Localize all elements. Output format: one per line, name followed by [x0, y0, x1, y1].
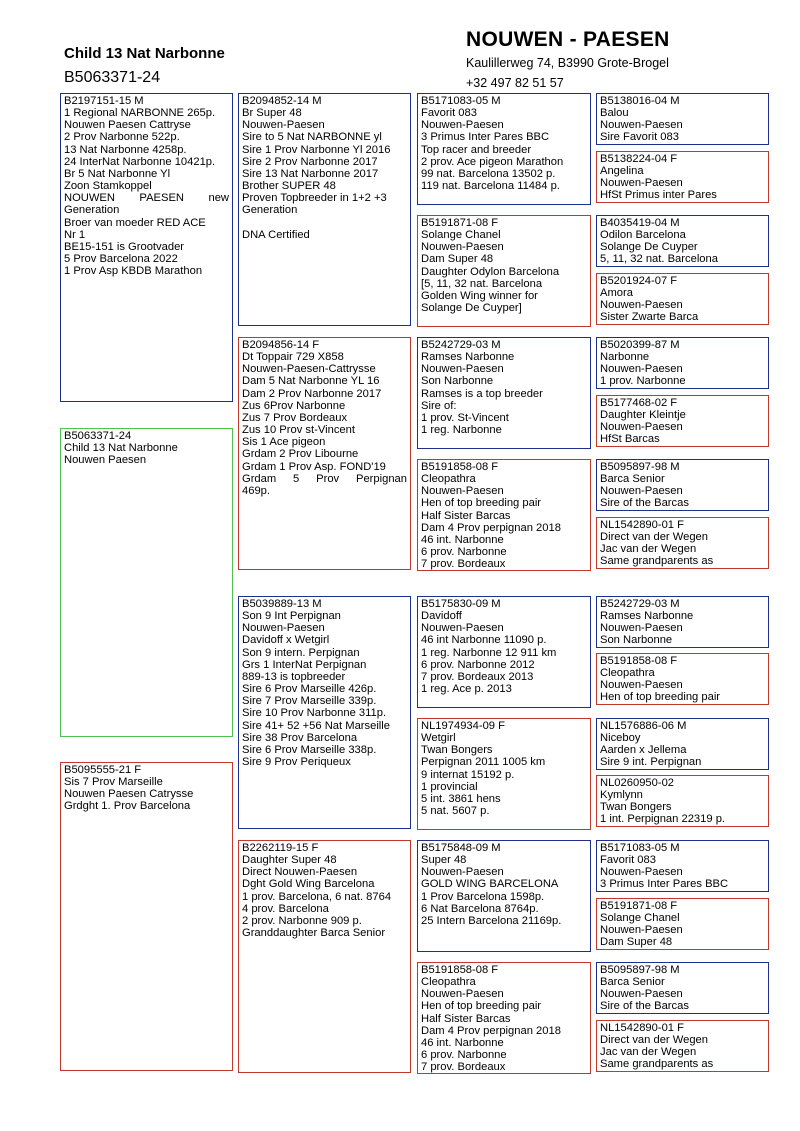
dam-sire-sire-box: [417, 596, 591, 708]
pedigree-line: Zus 10 Prov st-Vincent: [242, 424, 355, 437]
pedigree-line: Dght Gold Wing Barcelona: [242, 878, 375, 891]
pedigree-line: 2 prov. Narbonne 909 p.: [242, 914, 362, 927]
sire-dam-sire-box: [417, 337, 591, 449]
pedigree-line: Dam 5 Nat Narbonne YL 16: [242, 375, 380, 388]
pedigree-line: Half Sister Barcas: [421, 509, 511, 522]
pedigree-line: Nouwen-Paesen: [600, 924, 683, 937]
dam-dam-dam-box: [417, 962, 591, 1074]
pedigree-line: Granddaughter Barca Senior: [242, 927, 386, 940]
pedigree-line: 889-13 is topbreeder: [242, 670, 346, 683]
pedigree-line: Amora: [600, 287, 633, 300]
pedigree-line: 2 Prov Narbonne 522p.: [64, 131, 180, 144]
pedigree-line: B5191871-08 F: [421, 217, 499, 229]
pedigree-line: 2 prov. Ace pigeon Marathon: [421, 155, 564, 168]
pedigree-line: Same grandparents as: [600, 555, 714, 568]
pedigree-line: B5171083-05 M: [600, 842, 680, 854]
pedigree-line: BE15-151 is Grootvader: [64, 240, 185, 253]
pedigree-line: Sire 9 int. Perpignan: [600, 756, 702, 769]
pedigree-line: Sire 2 Prov Narbonne 2017: [242, 155, 378, 168]
pedigree-line: Nouwen-Paesen: [600, 622, 683, 635]
pedigree-line: Br 5 Nat Narbonne Yl: [64, 167, 171, 180]
dam-sire-dam-box: [417, 718, 591, 830]
pedigree-line: Cleopathra: [600, 667, 655, 680]
pedigree-line: Proven Topbreeder in 1+2 +3: [242, 192, 387, 205]
pedigree-line: 6 prov. Narbonne: [421, 1049, 507, 1062]
pedigree-line: Grdam 5 Prov Perpignan: [242, 472, 407, 485]
ggp-13-box: [596, 840, 769, 892]
pedigree-line: 1 reg. Narbonne 12 911 km: [421, 646, 557, 659]
pedigree-line: Nouwen-Paesen: [242, 119, 325, 132]
pedigree-line: Dam 4 Prov perpignan 2018: [421, 1024, 561, 1037]
pedigree-line: 119 nat. Barcelona 11484 p.: [421, 180, 560, 193]
sire-sire-sire-box: [417, 93, 591, 205]
dam-dam-sire-box: [417, 840, 591, 952]
pedigree-line: Sire of the Barcas: [600, 1000, 689, 1013]
pedigree-line: HfSt Primus inter Pares: [600, 189, 717, 202]
pedigree-line: B4035419-04 M: [600, 217, 680, 229]
pedigree-line: Grdam 1 Prov Asp. FOND'19: [242, 460, 386, 473]
pedigree-line: 46 int. Narbonne: [421, 1036, 504, 1049]
pedigree-line: 5 int. 3861 hens: [421, 792, 501, 805]
loft-phone: +32 497 82 51 57: [466, 76, 564, 90]
pedigree-line: 1 int. Perpignan 22319 p.: [600, 813, 726, 826]
pedigree-line: Favorit 083: [600, 854, 656, 867]
pedigree-line: B5063371-24: [64, 430, 132, 442]
pedigree-line: B5095897-98 M: [600, 461, 680, 473]
pedigree-line: Solange Chanel: [600, 912, 680, 925]
pedigree-line: 46 int Narbonne 11090 p.: [421, 634, 547, 647]
pedigree-line: 5, 11, 32 nat. Barcelona: [600, 253, 718, 266]
pedigree-line: Nouwen Paesen Catrysse: [64, 788, 194, 801]
pedigree-line: Sire 1 Prov Narbonne Yl 2016: [242, 143, 391, 156]
pedigree-line: Favorit 083: [421, 107, 477, 120]
ggp-12-box: [596, 775, 769, 827]
pedigree-line: Dam 4 Prov perpignan 2018: [421, 521, 561, 534]
pedigree-line: Nouwen-Paesen: [421, 866, 504, 879]
pedigree-line: 24 InterNat Narbonne 10421p.: [64, 155, 216, 168]
pedigree-line: 7 prov. Bordeaux 2013: [421, 670, 534, 683]
pedigree-line: Same grandparents as: [600, 1058, 714, 1071]
pedigree-line: Direct van der Wegen: [600, 531, 708, 544]
pedigree-line: Golden Wing winner for: [421, 289, 538, 302]
sire-box: [60, 93, 233, 402]
pedigree-line: Nouwen-Paesen: [421, 241, 504, 254]
pedigree-line: Nr 1: [64, 228, 86, 241]
pedigree-line: Solange Chanel: [421, 229, 501, 242]
pedigree-line: Nouwen Paesen Cattryse: [64, 119, 191, 132]
pedigree-line: B2197151-15 M: [64, 95, 144, 107]
ggp-9-box: [596, 596, 769, 648]
pedigree-line: 3 Primus Inter Pares BBC: [421, 131, 550, 144]
pedigree-line: 13 Nat Narbonne 4258p.: [64, 143, 187, 156]
pedigree-line: NOUWEN PAESEN new: [64, 192, 229, 205]
pedigree-line: Sire 41+ 52 +56 Nat Marseille: [242, 719, 391, 732]
pedigree-line: B5175830-09 M: [421, 598, 501, 610]
pedigree-line: Sister Zwarte Barca: [600, 311, 699, 324]
pedigree-line: 1 Prov Asp KBDB Marathon: [64, 265, 203, 278]
pedigree-line: Wetgirl: [421, 732, 456, 745]
loft-name: NOUWEN - PAESEN: [466, 28, 670, 51]
pedigree-line: NL1576886-06 M: [600, 720, 687, 732]
pedigree-line: HfSt Barcas: [600, 433, 660, 446]
pedigree-line: Aarden x Jellema: [600, 744, 687, 757]
pedigree-line: Davidoff: [421, 610, 462, 623]
pedigree-line: Sire 7 Prov Marseille 339p.: [242, 695, 377, 708]
pedigree-line: Dam Super 48: [421, 253, 494, 266]
pedigree-line: [5, 11, 32 nat. Barcelona: [421, 277, 543, 290]
pedigree-line: 6 prov. Narbonne: [421, 546, 507, 559]
ggp-14-box: [596, 898, 769, 950]
pedigree-line: GOLD WING BARCELONA: [421, 878, 559, 891]
pedigree-line: Nouwen-Paesen: [600, 299, 683, 312]
pedigree-line: Sis 7 Prov Marseille: [64, 776, 163, 789]
pedigree-line: 6 Nat Barcelona 8764p.: [421, 902, 539, 915]
pedigree-line: Jac van der Wegen: [600, 1046, 697, 1059]
pedigree-line: Son Narbonne: [421, 375, 494, 388]
ggp-1-box: [596, 93, 769, 145]
pedigree-line: Jac van der Wegen: [600, 543, 697, 556]
pedigree-line: Son 9 Int Perpignan: [242, 610, 341, 623]
pedigree-line: B5095897-98 M: [600, 964, 680, 976]
pedigree-line: Dam 2 Prov Narbonne 2017: [242, 387, 382, 400]
pedigree-line: Direct van der Wegen: [600, 1034, 708, 1047]
pedigree-line: B5138016-04 M: [600, 95, 680, 107]
pedigree-line: Son 9 intern. Perpignan: [242, 646, 360, 659]
sire-dam-dam-box: [417, 459, 591, 571]
pedigree-line: 1 provincial: [421, 780, 478, 793]
sire-dam-box: [238, 337, 411, 570]
pedigree-line: 1 prov. Narbonne: [600, 375, 686, 388]
pedigree-line: 1 Regional NARBONNE 265p.: [64, 107, 216, 120]
pedigree-line: Child 13 Nat Narbonne: [64, 442, 178, 455]
pedigree-line: DNA Certified: [242, 228, 310, 241]
pedigree-line: Barca Senior: [600, 976, 665, 989]
dam-dam-box: [238, 840, 411, 1073]
ggp-3-box: [596, 215, 769, 267]
pedigree-line: Sire of the Barcas: [600, 497, 689, 510]
pedigree-line: Twan Bongers: [421, 744, 493, 757]
ggp-6-box: [596, 395, 769, 447]
pedigree-line: Grdght 1. Prov Barcelona: [64, 800, 191, 813]
pedigree-line: B5191858-08 F: [600, 655, 678, 667]
pedigree-line: Broer van moeder RED ACE: [64, 216, 206, 229]
pedigree-line: Ramses Narbonne: [600, 610, 694, 623]
pedigree-line: 4 prov. Barcelona: [242, 902, 329, 915]
pedigree-line: 99 nat. Barcelona 13502 p.: [421, 167, 556, 180]
pedigree-line: [242, 217, 407, 229]
pedigree-line: Nouwen-Paesen: [600, 679, 683, 692]
pedigree-line: 46 int. Narbonne: [421, 533, 504, 546]
pedigree-line: NL0260950-02: [600, 777, 675, 789]
sire-sire-box: [238, 93, 411, 326]
pedigree-line: Zus 6Prov Narbonne: [242, 399, 346, 412]
pedigree-line: Hen of top breeding pair: [600, 691, 721, 704]
pedigree-line: Solange De Cuyper]: [421, 302, 522, 315]
ggp-7-box: [596, 459, 769, 511]
pedigree-line: Ramses is a top breeder: [421, 387, 543, 400]
pedigree-line: Nouwen-Paesen: [421, 988, 504, 1001]
pedigree-line: Narbonne: [600, 351, 650, 364]
pedigree-line: Sire 38 Prov Barcelona: [242, 731, 358, 744]
pedigree-line: Nouwen-Paesen: [421, 485, 504, 498]
pedigree-line: Sire 6 Prov Marseille 426p.: [242, 683, 377, 696]
pedigree-line: Son Narbonne: [600, 634, 673, 647]
ggp-8-box: [596, 517, 769, 569]
pedigree-line: B2094856-14 F: [242, 339, 320, 351]
pedigree-line: Daughter Odylon Barcelona: [421, 265, 560, 278]
pedigree-line: B5175848-09 M: [421, 842, 501, 854]
pedigree-line: Nouwen-Paesen: [600, 988, 683, 1001]
pedigree-line: Brother SUPER 48: [242, 180, 336, 193]
pedigree-line: Nouwen-Paesen: [600, 177, 683, 190]
pedigree-line: Cleopathra: [421, 473, 476, 486]
pedigree-line: Sire 13 Nat Narbonne 2017: [242, 167, 379, 180]
pedigree-line: B5191858-08 F: [421, 964, 499, 976]
pedigree-line: NL1974934-09 F: [421, 720, 505, 732]
ggp-15-box: [596, 962, 769, 1014]
pedigree-line: B2262119-15 F: [242, 842, 319, 854]
loft-address: Kaulillerweg 74, B3990 Grote-Brogel: [466, 56, 669, 70]
pedigree-line: 7 prov. Bordeaux: [421, 558, 506, 571]
pedigree-line: Ramses Narbonne: [421, 351, 515, 364]
pedigree-line: Half Sister Barcas: [421, 1012, 511, 1025]
pedigree-line: B2094852-14 M: [242, 95, 322, 107]
pedigree-line: NL1542890-01 F: [600, 1022, 684, 1034]
pedigree-line: B5191858-08 F: [421, 461, 499, 473]
pedigree-line: Odilon Barcelona: [600, 229, 686, 242]
pedigree-line: B5171083-05 M: [421, 95, 501, 107]
pedigree-line: Cleopathra: [421, 976, 476, 989]
ggp-5-box: [596, 337, 769, 389]
pedigree-line: Nouwen-Paesen: [242, 622, 325, 635]
pedigree-line: Barca Senior: [600, 473, 665, 486]
pedigree-line: Top racer and breeder: [421, 143, 532, 156]
pedigree-line: 1 prov. Barcelona, 6 nat. 8764: [242, 890, 392, 903]
pedigree-line: Daughter Kleintje: [600, 409, 686, 422]
ggp-4-box: [596, 273, 769, 325]
pedigree-line: Hen of top breeding pair: [421, 497, 542, 510]
ggp-11-box: [596, 718, 769, 770]
pedigree-line: Daughter Super 48: [242, 854, 337, 867]
dam-box: [60, 762, 233, 1071]
subject-box: [60, 428, 233, 737]
pedigree-line: 6 prov. Narbonne 2012: [421, 658, 535, 671]
pigeon-ring-number: B5063371-24: [64, 69, 161, 86]
ggp-2-box: [596, 151, 769, 203]
pedigree-line: Hen of top breeding pair: [421, 1000, 542, 1013]
pedigree-line: 1 reg. Narbonne: [421, 424, 502, 437]
pigeon-title: Child 13 Nat Narbonne: [64, 45, 225, 62]
pedigree-line: B5242729-03 M: [600, 598, 680, 610]
pedigree-line: Nouwen Paesen: [64, 454, 147, 467]
pedigree-line: Sire to 5 Nat NARBONNE yl: [242, 131, 382, 144]
pedigree-line: B5095555-21 F: [64, 764, 142, 776]
pedigree-line: Nouwen-Paesen: [421, 119, 504, 132]
ggp-16-box: [596, 1020, 769, 1072]
pedigree-line: B5020399-87 M: [600, 339, 680, 351]
dam-sire-box: [238, 596, 411, 829]
pedigree-line: Nouwen-Paesen: [600, 363, 683, 376]
pedigree-line: Nouwen-Paesen: [600, 866, 683, 879]
pedigree-line: Grs 1 InterNat Perpignan: [242, 658, 367, 671]
pedigree-line: B5201924-07 F: [600, 275, 678, 287]
pedigree-line: Solange De Cuyper: [600, 241, 698, 254]
pedigree-line: Nouwen-Paesen: [600, 421, 683, 434]
pedigree-line: Zus 7 Prov Bordeaux: [242, 411, 348, 424]
pedigree-line: Generation: [64, 204, 120, 217]
pedigree-line: Kymlynn: [600, 789, 643, 802]
pedigree-line: Br Super 48: [242, 107, 302, 120]
ggp-10-box: [596, 653, 769, 705]
pedigree-line: Sis 1 Ace pigeon: [242, 436, 326, 449]
pedigree-line: Grdam 2 Prov Libourne: [242, 448, 359, 461]
pedigree-line: Sire 6 Prov Marseille 338p.: [242, 743, 377, 756]
pedigree-line: 5 nat. 5607 p.: [421, 805, 490, 818]
pedigree-line: Angelina: [600, 165, 644, 178]
pedigree-line: Generation: [242, 204, 298, 217]
sire-sire-dam-box: [417, 215, 591, 327]
pedigree-line: Niceboy: [600, 732, 641, 745]
pedigree-line: Perpignan 2011 1005 km: [421, 756, 546, 769]
pedigree-line: B5138224-04 F: [600, 153, 678, 165]
pedigree-line: Nouwen-Paesen: [421, 622, 504, 635]
pedigree-line: Twan Bongers: [600, 801, 672, 814]
pedigree-line: B5039889-13 M: [242, 598, 322, 610]
pedigree-line: Nouwen-Paesen-Cattrysse: [242, 363, 376, 376]
pedigree-line: B5191871-08 F: [600, 900, 678, 912]
pedigree-line: Nouwen-Paesen: [600, 485, 683, 498]
pedigree-line: B5177468-02 F: [600, 397, 678, 409]
pedigree-line: Sire 9 Prov Periqueux: [242, 756, 351, 769]
pedigree-line: 5 Prov Barcelona 2022: [64, 253, 178, 266]
pedigree-line: 9 internat 15192 p.: [421, 768, 515, 781]
pedigree-line: Dam Super 48: [600, 936, 673, 949]
pedigree-line: Balou: [600, 107, 629, 120]
pedigree-line: 1 prov. St-Vincent: [421, 411, 509, 424]
pedigree-line: 469p.: [242, 484, 270, 497]
pedigree-line: NL1542890-01 F: [600, 519, 684, 531]
pedigree-line: Dt Toppair 729 X858: [242, 351, 344, 364]
pedigree-line: Sire of:: [421, 399, 457, 412]
pedigree-line: Sire 10 Prov Narbonne 311p.: [242, 707, 387, 720]
pedigree-line: 1 reg. Ace p. 2013: [421, 683, 512, 696]
pedigree-line: 25 Intern Barcelona 21169p.: [421, 914, 562, 927]
pedigree-line: Super 48: [421, 854, 467, 867]
pedigree-line: Direct Nouwen-Paesen: [242, 866, 358, 879]
pedigree-line: B5242729-03 M: [421, 339, 501, 351]
pedigree-line: Zoon Stamkoppel: [64, 180, 152, 193]
pedigree-line: 7 prov. Bordeaux: [421, 1061, 506, 1074]
pedigree-line: 3 Primus Inter Pares BBC: [600, 878, 729, 891]
pedigree-line: 1 Prov Barcelona 1598p.: [421, 890, 545, 903]
pedigree-line: Nouwen-Paesen: [421, 363, 504, 376]
pedigree-line: Nouwen-Paesen: [600, 119, 683, 132]
pedigree-line: Davidoff x Wetgirl: [242, 634, 330, 647]
pedigree-line: Sire Favorit 083: [600, 131, 679, 144]
